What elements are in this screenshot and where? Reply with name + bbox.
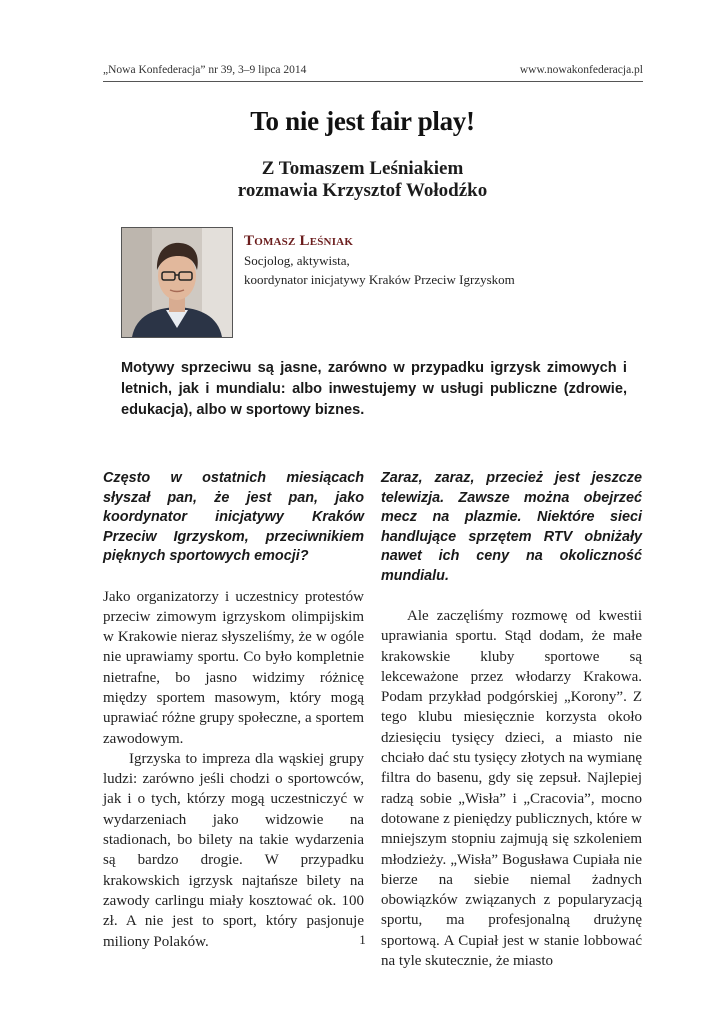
right-column [381, 469, 642, 971]
subtitle-line-2: rozmawia Krzysztof Wołodźko [237, 180, 488, 201]
answer-1 [103, 587, 364, 952]
page-number: 1 [359, 932, 366, 947]
author-bio [244, 232, 604, 289]
subtitle-line-1: Z Tomaszem Leśniakiem [261, 158, 464, 179]
lead-paragraph: Motywy sprzeciwu są jasne, zarówno w przypadku igrzysk zimowych i letnich, jak i mundialu: albo inwestujemy w usługi publiczne (zdrowie, edukacja), albo w sportowy biznes. [121, 360, 627, 418]
page-header [103, 64, 643, 82]
answer-paragraph: Ale zaczęliśmy rozmowę od kwestii uprawiania sportu. Stąd dodam, że małe krakowskie kluby sportowe są lekceważone przez włodarzy Krakowa. Podam przykład podgórskiej „Korony”. Z tego klubu miesięcznie korzysta około dziesięciu tysięcy dzieci, a miasto nie chciało dać stu tysięcy złotych na wymianę filtra do basenu, gdy się zepsuł. Najlepiej radzą sobie „Wisła” i „Cracovia”, mocno dotowane z pieniędzy publicznych, które w mniejszym stopniu zajmują się szkoleniem młodzieży. „Wisła” Bogusława Cupiała nie bierze na siebie niemal żadnych obowiązków związanych z popularyzacją sportu, ma profesjonalną drużynę sportową. A Cupiał jest w stanie lobbować na tyle skutecznie, że miasto [381, 608, 642, 970]
author-name: Tomasz Leśniak [244, 233, 354, 249]
issue-info: „Nowa Konfederacja” nr 39, 3–9 lipca 2014 [103, 64, 307, 76]
question-2: Zaraz, zaraz, przecież jest jeszcze telewizja. Zawsze można obejrzeć mecz na plazmie. Niektóre sieci handlujące sprzętem RTV obniżały nawet ich ceny na okoliczność mundialu. [381, 470, 642, 584]
author-role: Socjolog, aktywista, [244, 253, 350, 268]
author-photo [121, 227, 233, 338]
website-url[interactable]: www.nowakonfederacja.pl [519, 64, 643, 76]
question-1: Często w ostatnich miesiącach słyszał pan, że jest pan, jako koordynator inicjatywy Kraków Przeciw Igrzyskom, przeciwnikiem pięknych sportowych emocji? [103, 470, 364, 564]
article-title: To nie jest fair play! [250, 106, 475, 136]
portrait-image [122, 228, 232, 337]
answer-paragraph: Jako organizatorzy i uczestnicy protestów przeciw zimowym igrzyskom olimpijskim w Krakowie nieraz słyszeliśmy, że w ogóle nie uprawiamy sportu. Co było kompletnie nietrafne, bo jasno widzimy różnicę między sportem masowym, który mogą uprawiać różne grupy społeczne, a sportem zawodowym. [103, 588, 364, 747]
answer-paragraph: Igrzyska to impreza dla wąskiej grupy ludzi: zarówno jeśli chodzi o sportowców, jak i o tych, którzy mogą uczestniczyć w wydarzeniach jako widzowie na stadionach, bo bilety na takie wydarzenia są bardzo drogie. W przypadku krakowskich igrzysk najtańsze bilety na zawody carlingu miały kosztować ok. 100 zł. A nie jest to sport, który pasjonuje miliony Polaków. [103, 750, 364, 950]
author-affiliation: koordynator inicjatywy Kraków Przeciw Igrzyskom [244, 272, 515, 287]
answer-2 [381, 606, 642, 971]
article-subtitle [0, 158, 725, 202]
left-column [103, 469, 364, 952]
